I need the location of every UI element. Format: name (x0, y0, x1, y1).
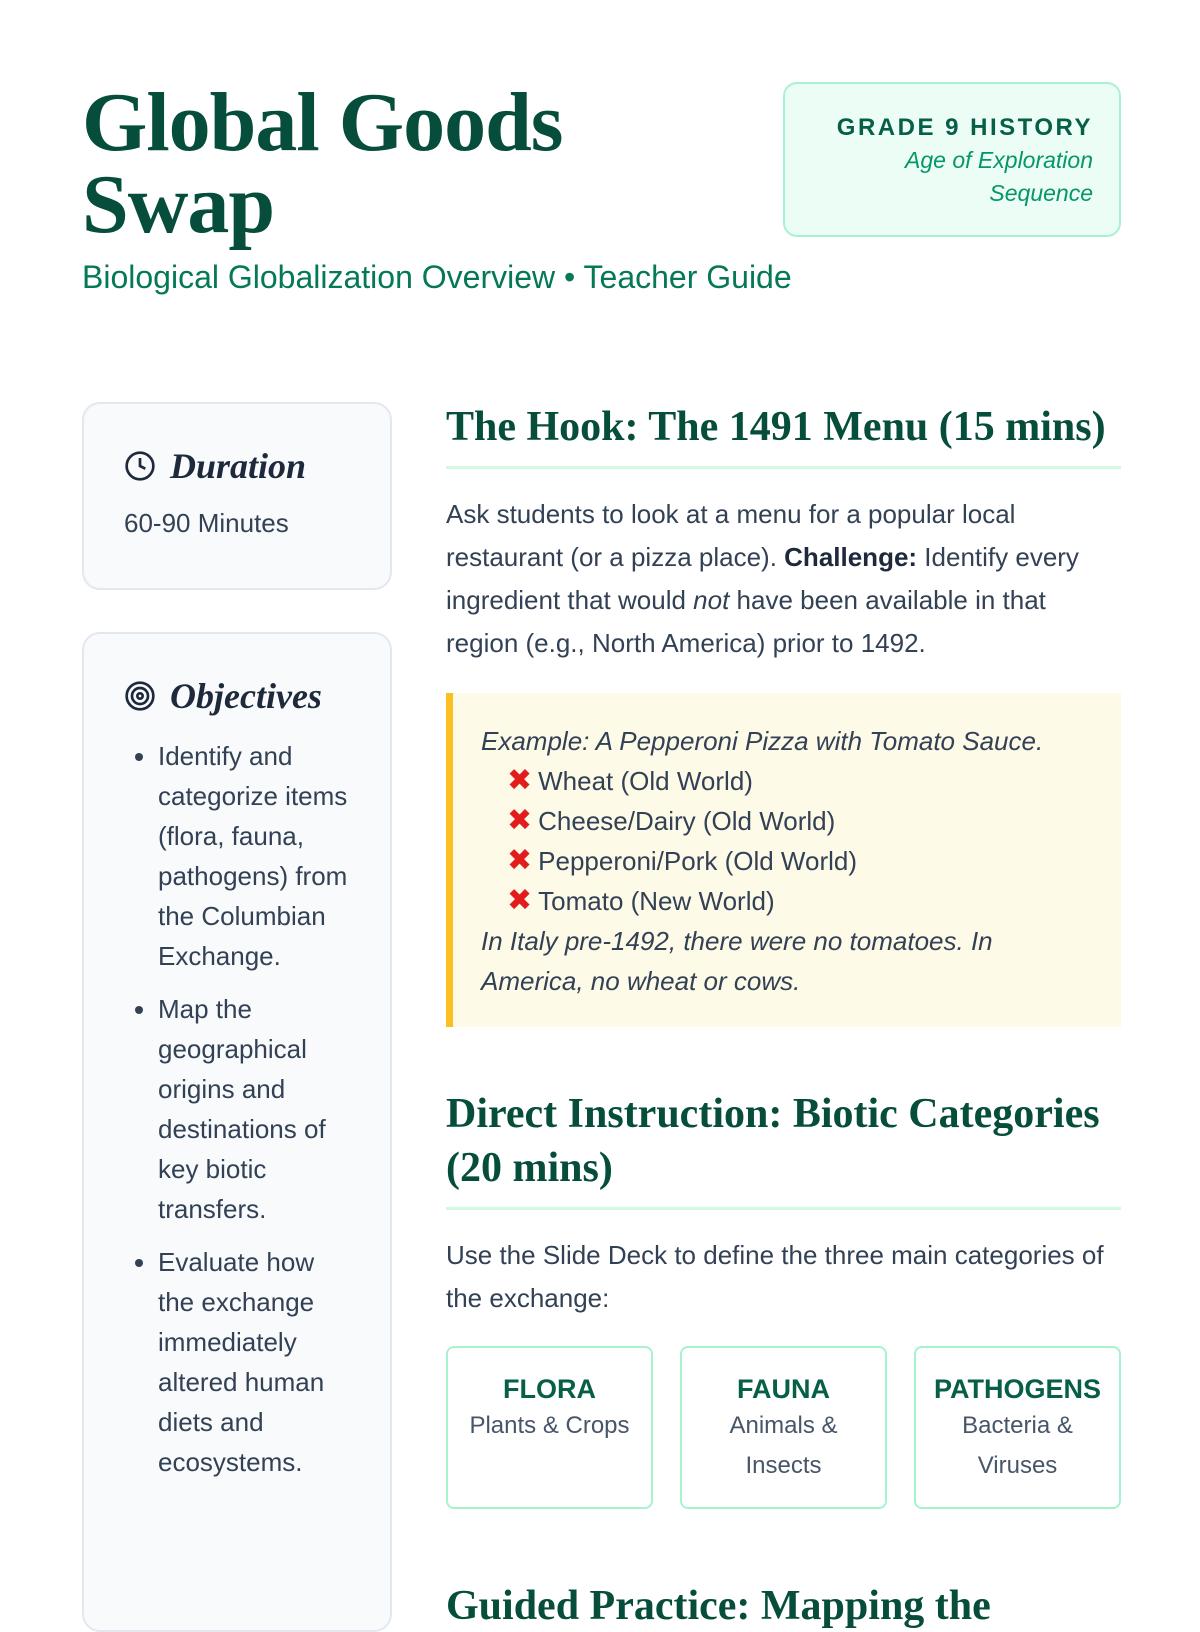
hook-text-1: Ask students to look at a menu for a popular local restaurant (or a pizza place). (446, 499, 1016, 572)
ingredient-label: Wheat (Old World) (538, 766, 753, 796)
not-emphasis: not (693, 585, 730, 615)
example-note: In Italy pre-1492, there were no tomatoes. In America, no wheat or cows. (481, 926, 993, 996)
duration-heading (124, 444, 350, 488)
objective-item: • Evaluate how the exchange immediately altered human diets and ecosystems. (158, 1242, 350, 1482)
duration-title: Duration (170, 446, 307, 486)
example-callout (446, 693, 1121, 1027)
objective-item: • Identify and categorize items (flora, fauna, pathogens) from the Columbian Exchange. (158, 736, 350, 976)
ingredient-label: Pepperoni/Pork (Old World) (538, 846, 858, 876)
category-name: FAUNA (737, 1374, 830, 1404)
ingredient-item (507, 881, 1091, 921)
category-card-pathogens (914, 1346, 1121, 1509)
grade-badge (783, 82, 1121, 237)
x-mark-icon: ✖ (507, 884, 533, 917)
category-desc: Bacteria & Viruses (962, 1412, 1073, 1479)
duration-value: 60-90 Minutes (124, 508, 289, 538)
direct-text: Use the Slide Deck to define the three main categories of the exchange: (446, 1240, 1104, 1313)
grade-label: GRADE 9 HISTORY (836, 114, 1093, 141)
target-icon (124, 680, 156, 712)
ingredient-label: Tomato (New World) (538, 886, 775, 916)
objectives-card (82, 632, 392, 1632)
ingredient-item (507, 801, 1091, 841)
category-card-fauna (680, 1346, 887, 1509)
objectives-title: Objectives (170, 676, 322, 716)
x-mark-icon: ✖ (507, 844, 533, 877)
main-content (446, 400, 1121, 1509)
category-desc: Animals & Insects (729, 1412, 838, 1479)
ingredient-item (507, 841, 1091, 881)
hook-heading: The Hook: The 1491 Menu (15 mins) (446, 400, 1121, 469)
category-name: PATHOGENS (933, 1374, 1101, 1404)
objectives-list (124, 736, 350, 1482)
challenge-label: Challenge: (784, 542, 918, 572)
category-cards (446, 1346, 1121, 1509)
objectives-heading (124, 674, 350, 718)
objective-item: • Map the geographical origins and destinations of key biotic transfers. (158, 989, 350, 1229)
ingredient-label: Cheese/Dairy (Old World) (538, 806, 836, 836)
clock-icon (124, 450, 156, 482)
direct-heading: Direct Instruction: Biotic Categories (20 mins) (446, 1087, 1121, 1210)
example-intro: Example: A Pepperoni Pizza with Tomato Sauce. (481, 726, 1044, 756)
x-mark-icon: ✖ (507, 764, 533, 797)
duration-card (82, 402, 392, 590)
hook-text-2: Identify every ingredient that would (446, 542, 1079, 615)
sequence-label: Age of Exploration Sequence (905, 147, 1093, 206)
hook-text (446, 493, 1121, 665)
hook-text-3: have been available in that region (e.g., North America) prior to 1492. (446, 585, 1046, 658)
category-card-flora (446, 1346, 653, 1509)
x-mark-icon: ✖ (507, 804, 533, 837)
ingredient-list (481, 761, 1091, 921)
ingredient-item (507, 761, 1091, 801)
category-desc: Plants & Crops (469, 1412, 630, 1439)
page-subtitle: Biological Globalization Overview • Teacher Guide (82, 259, 792, 295)
category-name: FLORA (503, 1374, 596, 1404)
page-title: Global Goods Swap (82, 76, 563, 251)
guided-practice-heading: Guided Practice: Mapping the (446, 1583, 991, 1629)
